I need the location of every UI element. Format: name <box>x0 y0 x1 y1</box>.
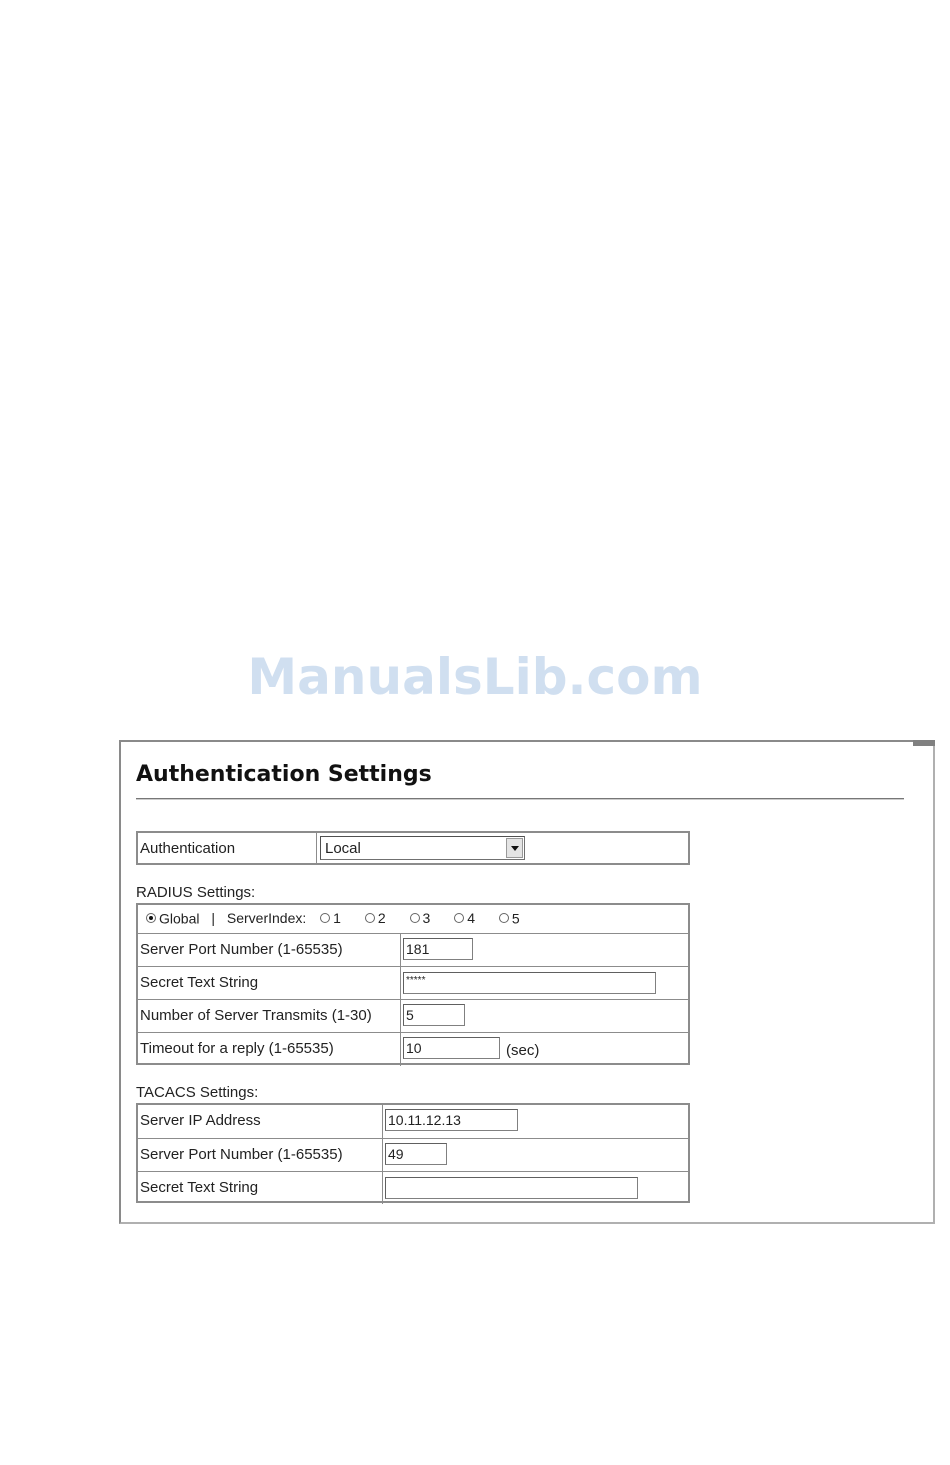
column-divider <box>382 1172 383 1204</box>
tacacs-section-label: TACACS Settings: <box>136 1084 259 1101</box>
radius-transmits-row <box>138 999 688 1033</box>
radio-index-5-label: 5 <box>511 910 520 927</box>
tacacs-server-port-label: Server Port Number (1-65535) <box>140 1146 343 1163</box>
radius-secret-row <box>138 966 688 1000</box>
radius-server-port-label: Server Port Number (1-65535) <box>140 941 343 958</box>
radio-unselected-icon[interactable] <box>365 913 375 923</box>
column-divider <box>316 833 317 863</box>
tacacs-server-port-input[interactable]: 49 <box>385 1143 447 1165</box>
authentication-settings-panel <box>119 740 935 1224</box>
tacacs-secret-input[interactable] <box>385 1177 638 1199</box>
radio-unselected-icon[interactable] <box>320 913 330 923</box>
chevron-down-icon <box>511 846 519 851</box>
tacacs-server-ip-label: Server IP Address <box>140 1112 261 1129</box>
tacacs-table <box>136 1103 690 1203</box>
radius-transmits-label: Number of Server Transmits (1-30) <box>140 1007 372 1024</box>
tacacs-secret-label: Secret Text String <box>140 1179 259 1196</box>
radius-server-port-row <box>138 933 688 967</box>
dropdown-button[interactable] <box>506 838 523 858</box>
authentication-table <box>136 831 690 865</box>
radius-transmits-input[interactable]: 5 <box>403 1004 465 1026</box>
authentication-select[interactable] <box>320 836 525 860</box>
radio-global-label: Global <box>159 910 200 927</box>
column-divider <box>382 1105 383 1138</box>
page-title: Authentication Settings <box>136 762 432 787</box>
tacacs-server-ip-row <box>138 1105 688 1138</box>
watermark: ManualsLib.com <box>247 648 703 706</box>
scope-separator: | <box>211 910 215 927</box>
column-divider <box>400 934 401 967</box>
radio-index-1-label: 1 <box>333 910 341 927</box>
radius-section-label: RADIUS Settings: <box>136 884 256 901</box>
server-index-label: ServerIndex: <box>226 910 307 927</box>
column-divider <box>400 1033 401 1066</box>
radius-timeout-label: Timeout for a reply (1-65535) <box>140 1040 334 1057</box>
radius-server-port-input[interactable]: 181 <box>403 938 473 960</box>
radio-index-4-label: 4 <box>467 910 476 927</box>
column-divider <box>400 1000 401 1033</box>
radius-secret-label: Secret Text String <box>140 974 259 991</box>
tacacs-secret-row <box>138 1171 688 1204</box>
title-divider <box>136 798 904 800</box>
radius-timeout-input[interactable]: 10 <box>403 1037 500 1059</box>
panel-corner <box>913 740 935 746</box>
radius-table <box>136 903 690 1065</box>
radio-unselected-icon[interactable] <box>499 913 509 923</box>
tacacs-server-port-row <box>138 1138 688 1172</box>
radio-index-2-label: 2 <box>377 910 386 927</box>
tacacs-server-ip-input[interactable]: 10.11.12.13 <box>385 1109 518 1131</box>
timeout-unit-label: (sec) <box>506 1042 540 1059</box>
authentication-select-value: Local <box>325 840 361 857</box>
radius-timeout-row <box>138 1032 688 1066</box>
authentication-label: Authentication <box>140 840 236 857</box>
radio-selected-icon[interactable] <box>146 913 156 923</box>
radio-index-3-label: 3 <box>422 910 431 927</box>
radius-scope-row <box>138 905 688 933</box>
column-divider <box>382 1139 383 1172</box>
column-divider <box>400 967 401 1000</box>
radius-secret-input[interactable]: ***** <box>403 972 656 994</box>
radio-unselected-icon[interactable] <box>410 913 420 923</box>
radio-unselected-icon[interactable] <box>454 913 464 923</box>
